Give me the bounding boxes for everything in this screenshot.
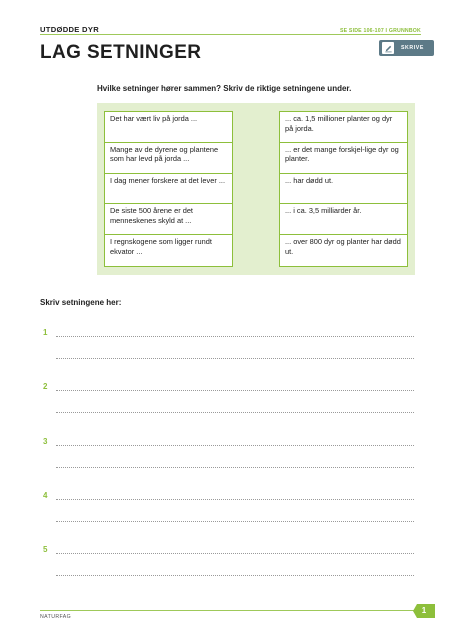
sentence-end-5: ... over 800 dyr og planter har dødd ut. (285, 237, 401, 256)
page-title: LAG SETNINGER (40, 42, 202, 63)
answer-line[interactable] (56, 467, 414, 468)
answer-number: 5 (43, 545, 48, 554)
task-type-badge (379, 40, 434, 56)
write-section-label: Skriv setningene her: (40, 298, 122, 307)
answer-4[interactable] (40, 491, 414, 521)
answer-number: 2 (43, 382, 48, 391)
sentence-end-3: ... har dødd ut. (280, 174, 407, 205)
answer-line[interactable] (56, 412, 414, 413)
badge-label: SKRIVE (401, 45, 424, 51)
answer-1[interactable] (40, 328, 414, 358)
instruction-text: Hvilke setninger hører sammen? Skriv de riktige setningene under. (97, 84, 352, 93)
answer-2[interactable] (40, 382, 414, 412)
answer-line[interactable] (56, 575, 414, 576)
sentence-end-2: ... er det mange forskjel-lige dyr og planter. (280, 143, 407, 174)
pencil-icon (382, 42, 394, 54)
sentence-start-3: I dag mener forskere at det lever ... (105, 174, 232, 205)
answer-line[interactable] (56, 499, 414, 500)
sentence-start-4: De siste 500 årene er det menneskenes skyld at ... (105, 204, 232, 235)
answer-number: 3 (43, 437, 48, 446)
page-header (40, 22, 421, 34)
answer-3[interactable] (40, 437, 414, 467)
header-divider (40, 34, 421, 35)
sentence-end-column (279, 111, 408, 267)
answer-line[interactable] (56, 358, 414, 359)
page-number: 1 (421, 606, 427, 615)
sentence-start-column (104, 111, 233, 267)
subject-label: NATURFAG (40, 614, 72, 620)
page-number-tab (413, 604, 435, 618)
answer-number: 4 (43, 491, 48, 500)
sentence-start-5: I regnskogene som ligger rundt ekvator ... (110, 237, 212, 256)
footer-divider (40, 610, 414, 611)
answer-number: 1 (43, 328, 48, 337)
sentence-end-4: ... i ca. 3,5 milliarder år. (280, 204, 407, 235)
page-reference: SE SIDE 106-107 I GRUNNBOK (339, 28, 421, 34)
topic-label: UTDØDDE DYR (40, 25, 99, 34)
answer-line[interactable] (56, 445, 414, 446)
answer-line[interactable] (56, 336, 414, 337)
answer-line[interactable] (56, 553, 414, 554)
sentence-start-2: Mange av de dyrene og plantene som har levd på jorda ... (105, 143, 232, 174)
sentence-end-1: ... ca. 1,5 millioner planter og dyr på jorda. (280, 112, 407, 143)
matching-panel (97, 103, 415, 275)
sentence-start-1: Det har vært liv på jorda ... (105, 112, 232, 143)
answer-line[interactable] (56, 521, 414, 522)
answer-line[interactable] (56, 390, 414, 391)
answer-5[interactable] (40, 545, 414, 575)
